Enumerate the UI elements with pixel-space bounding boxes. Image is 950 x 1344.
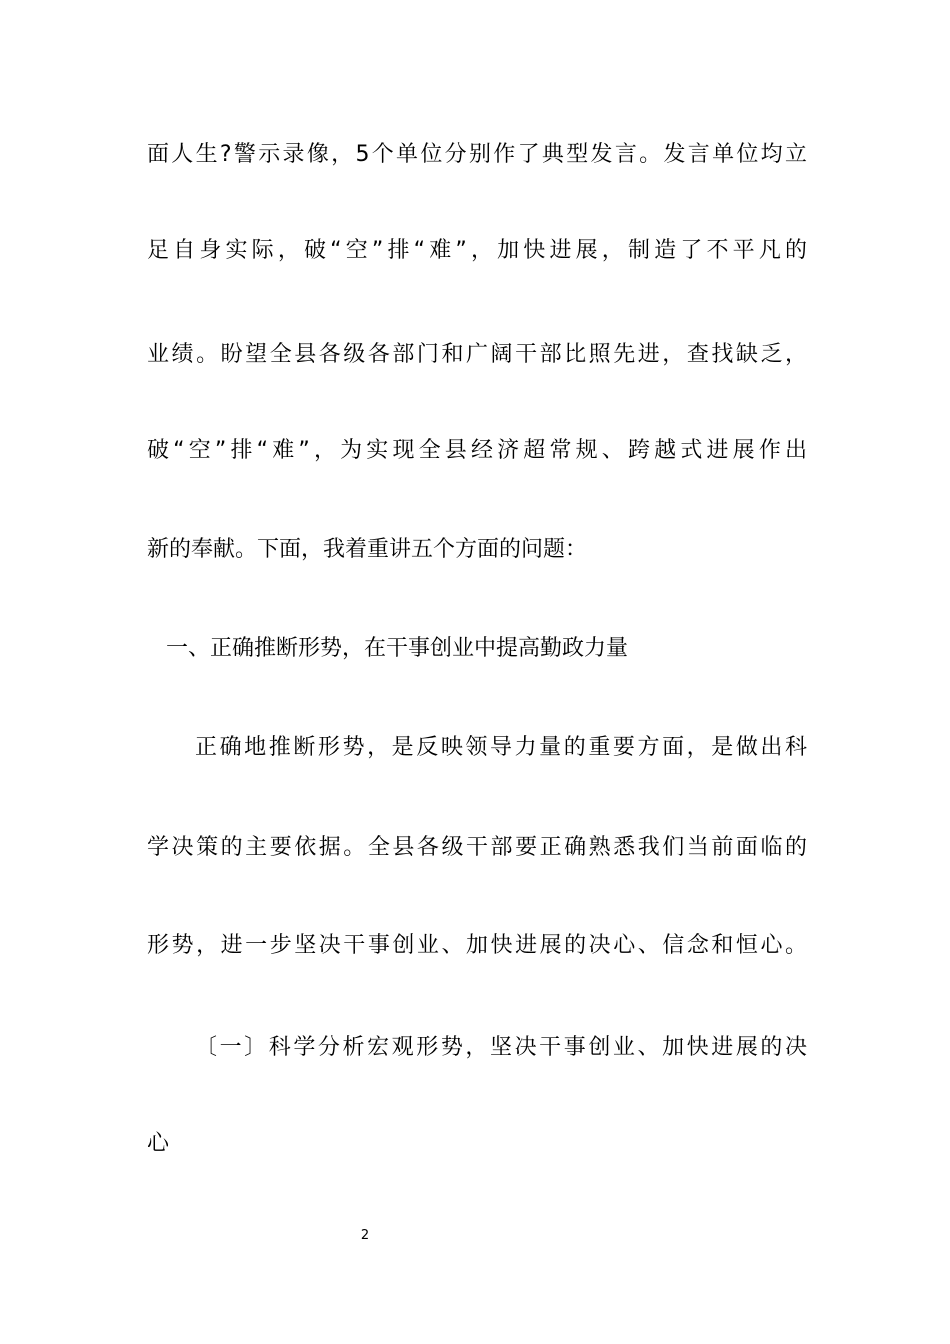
paragraph-line-8: 形势，进一步坚决干事创业、加快进展的决心、信念和恒心。	[147, 933, 807, 958]
subsection-heading-line-1: 〔一〕科学分析宏观形势，坚决干事创业、加快进展的决	[195, 1035, 807, 1060]
paragraph-line-1: 面人生?警示录像，5个单位分别作了典型发言。发言单位均立	[147, 142, 807, 167]
section-heading: 一、正确推断形势，在干事创业中提高勤政力量	[166, 636, 629, 661]
paragraph-line-3: 业绩。盼望全县各级各部门和广阔干部比照先进，查找缺乏，	[147, 342, 807, 367]
paragraph-line-5: 新的奉献。下面，我着重讲五个方面的问题：	[147, 537, 588, 562]
paragraph-line-2: 足自身实际，破“空”排“难”，加快进展，制造了不平凡的	[147, 238, 807, 263]
paragraph-line-4: 破“空”排“难”，为实现全县经济超常规、跨越式进展作出	[147, 438, 807, 463]
subsection-heading-line-2: 心	[147, 1131, 170, 1156]
paragraph-line-7: 学决策的主要依据。全县各级干部要正确熟悉我们当前面临的	[147, 835, 807, 860]
paragraph-line-6: 正确地推断形势，是反映领导力量的重要方面，是做出科	[195, 735, 807, 760]
page-number: 2	[360, 1228, 370, 1243]
